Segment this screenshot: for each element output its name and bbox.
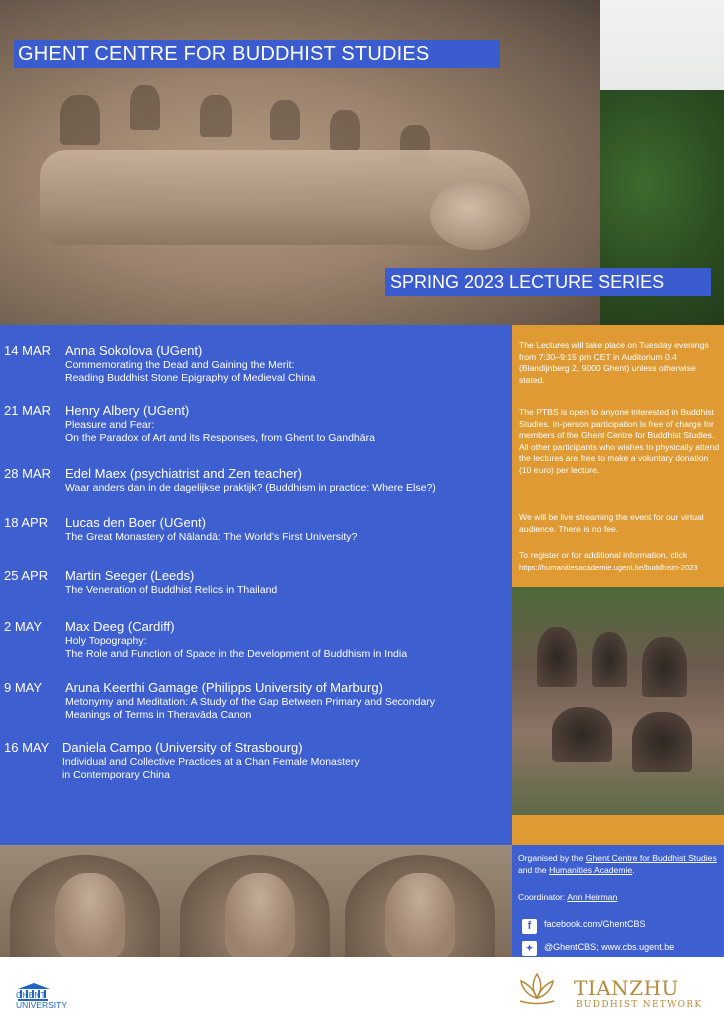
lecture-speaker: Daniela Campo (University of Strasbourg): [62, 740, 303, 755]
info-schedule: The Lectures will take place on Tuesday evenings from 7:30–9:15 pm CET in Auditorium 0.4 (Blandijnberg 2, 9000 Ghent) unless otherwise stated.: [519, 340, 709, 385]
carved-niche: [642, 637, 687, 697]
lecture-title: Metonymy and Meditation: A Study of the Gap Between Primary and Secondary Meanings of Terms in Theravāda Canon: [65, 696, 436, 721]
lecture-title: The Veneration of Buddhist Relics in Thailand: [65, 584, 278, 596]
lecture-title: Pleasure and Fear: On the Paradox of Art and its Responses, from Ghent to Gandhāra: [65, 419, 375, 444]
register-link[interactable]: https://humanitiesacademie.ugent.be/buddhism-2023: [519, 563, 698, 572]
lecture-title: Holy Topography: The Role and Function of Space in the Development of Buddhism in India: [65, 635, 408, 660]
carved-niche: [200, 95, 232, 137]
carved-niche: [270, 100, 300, 140]
carved-niche: [537, 627, 577, 687]
lecture-speaker: Martin Seeger (Leeds): [65, 568, 195, 583]
lecture-speaker: Aruna Keerthi Gamage (Philipps University of Marburg): [65, 680, 383, 695]
cave-photo: [512, 587, 724, 815]
lecture-speaker: Henry Albery (UGent): [65, 403, 190, 418]
lecture-date: 18 APR: [4, 515, 49, 530]
tianzhu-name: TIANZHU: [574, 976, 679, 1000]
gcbs-link[interactable]: Ghent Centre for Buddhist Studies: [585, 853, 717, 863]
seated-buddhas-photo: [0, 845, 512, 957]
orange-bar: [512, 815, 724, 845]
lecture-title: The Great Monastery of Nālandā: The World’s First University?: [65, 531, 358, 543]
tianzhu-subtitle: BUDDHIST NETWORK: [576, 1000, 703, 1010]
lecture-date: 9 MAY: [4, 680, 43, 695]
carved-niche: [552, 707, 612, 762]
page-title: GHENT CENTRE FOR BUDDHIST STUDIES: [18, 43, 430, 65]
coordinator-link[interactable]: Ann Heirman: [567, 892, 618, 902]
info-streaming: We will be live streaming the event for our virtual audience. There is no fee.: [519, 512, 704, 534]
humanities-academie-link[interactable]: Humanities Academie: [549, 865, 633, 875]
seated-buddha: [225, 873, 295, 957]
info-panel: [512, 325, 724, 587]
facebook-icon[interactable]: f: [522, 919, 537, 934]
seated-buddha: [385, 873, 455, 957]
buddha-head: [430, 180, 525, 250]
lecture-date: 28 MAR: [4, 466, 51, 481]
lotus-icon: [512, 968, 562, 1008]
carved-niche: [130, 85, 160, 130]
info-register: To register or for additional information, click: [519, 550, 688, 560]
lecture-date: 14 MAR: [4, 343, 51, 358]
lecture-list: [0, 325, 512, 845]
lecture-date: 25 APR: [4, 568, 49, 583]
lecture-date: 2 MAY: [4, 619, 43, 634]
lecture-date: 16 MAY: [4, 740, 50, 755]
ugent-name: GHENT UNIVERSITY: [16, 990, 68, 1010]
carved-niche: [60, 95, 100, 145]
lecture-title: Waar anders dan in de dagelijkse praktijk? (Buddhism in practice: Where Else?): [65, 482, 436, 494]
seated-buddha: [55, 873, 125, 957]
coordinator: Coordinator: Ann Heirman: [518, 892, 618, 902]
twitter-icon[interactable]: ✦: [522, 941, 537, 956]
carved-niche: [632, 712, 692, 772]
lecture-speaker: Anna Sokolova (UGent): [65, 343, 203, 358]
carved-niche: [330, 110, 360, 150]
organiser-panel: [512, 845, 724, 957]
series-title: SPRING 2023 LECTURE SERIES: [390, 272, 665, 292]
twitter-link[interactable]: @GhentCBS; www.cbs.ugent.be: [544, 942, 675, 952]
lecture-title: Individual and Collective Practices at a Chan Female Monastery in Contemporary China: [62, 756, 360, 781]
carved-niche: [592, 632, 627, 687]
lecture-date: 21 MAR: [4, 403, 51, 418]
organised-by: Organised by the Ghent Centre for Buddhist Studies and the Humanities Academie.: [518, 853, 717, 875]
lecture-speaker: Max Deeg (Cardiff): [65, 619, 175, 634]
facebook-link[interactable]: facebook.com/GhentCBS: [544, 919, 646, 929]
info-participation: The PTBS is open to anyone interested in Buddhist Studies. In-person participation is free of charge for members of the Ghent Centre for Buddhist Studies. All other participants who wishes to physically attend the lectures are free to make a voluntary donation (10 euro) per lecture.: [519, 407, 720, 475]
lecture-title: Commemorating the Dead and Gaining the Merit: Reading Buddhist Stone Epigraphy of Medieval China: [65, 359, 316, 384]
lecture-speaker: Edel Maex (psychiatrist and Zen teacher): [65, 466, 302, 481]
lecture-speaker: Lucas den Boer (UGent): [65, 515, 206, 530]
